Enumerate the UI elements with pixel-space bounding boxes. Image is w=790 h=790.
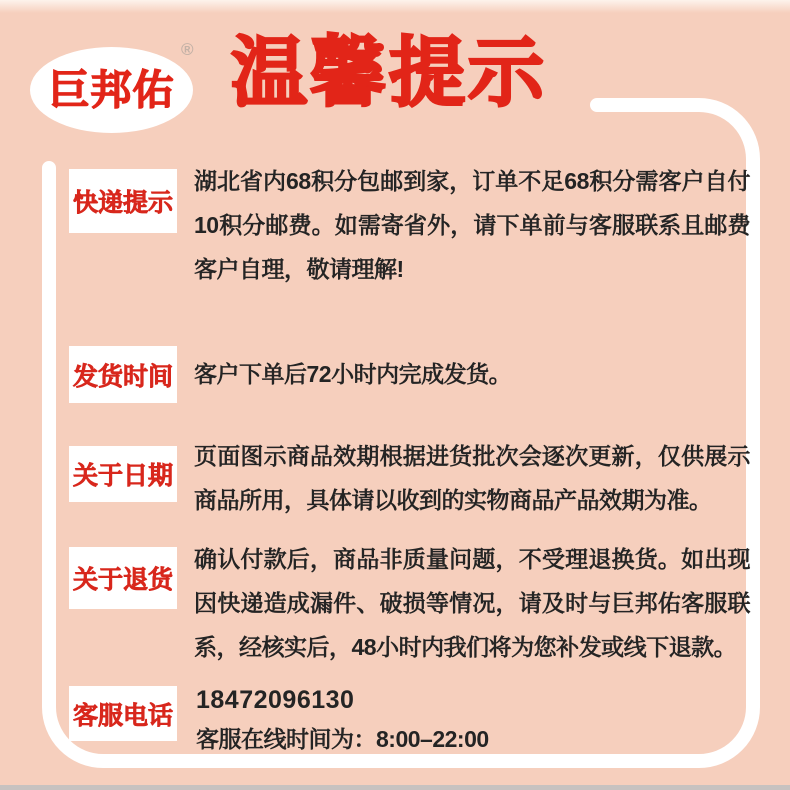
brand-logo — [30, 47, 193, 133]
service-online-hours: 客服在线时间为：8:00–22:00 — [196, 726, 489, 752]
page-title: 温馨提示 — [231, 31, 547, 116]
service-phone-number: 18472096130 — [196, 686, 355, 714]
section-text-about-returns: 确认付款后，商品非质量问题，不受理退换货。如出现因快递造成漏件、破损等情况，请及时与巨邦佑客服联系，经核实后，48小时内我们将为您补发或线下退款。 — [194, 546, 750, 660]
section-label-about-dates — [69, 446, 177, 502]
section-label-shipping-time — [69, 346, 177, 403]
bottom-edge-shadow — [0, 785, 790, 790]
section-label-text: 发货时间 — [72, 362, 173, 391]
registered-trademark-mark: ® — [181, 40, 194, 59]
section-label-text: 快递提示 — [72, 189, 173, 217]
section-label-text: 关于日期 — [72, 462, 173, 490]
section-text-about-dates: 页面图示商品效期根据进货批次会逐次更新，仅供展示商品所用，具体请以收到的实物商品产品效期为准。 — [194, 443, 750, 513]
section-label-service-phone — [69, 686, 177, 741]
brand-logo-text: 巨邦佑 — [48, 66, 175, 113]
section-label-text: 客服电话 — [72, 701, 173, 730]
section-text-express-tips: 湖北省内68积分包邮到家，订单不足68积分需客户自付10积分邮费。如需寄省外，请下单前与客服联系且邮费客户自理，敬请理解! — [194, 168, 750, 282]
section-label-express-tips — [69, 169, 177, 233]
section-label-text: 关于退货 — [72, 566, 173, 594]
section-text-shipping-time: 客户下单后72小时内完成发货。 — [194, 361, 512, 387]
section-label-about-returns — [69, 547, 177, 609]
